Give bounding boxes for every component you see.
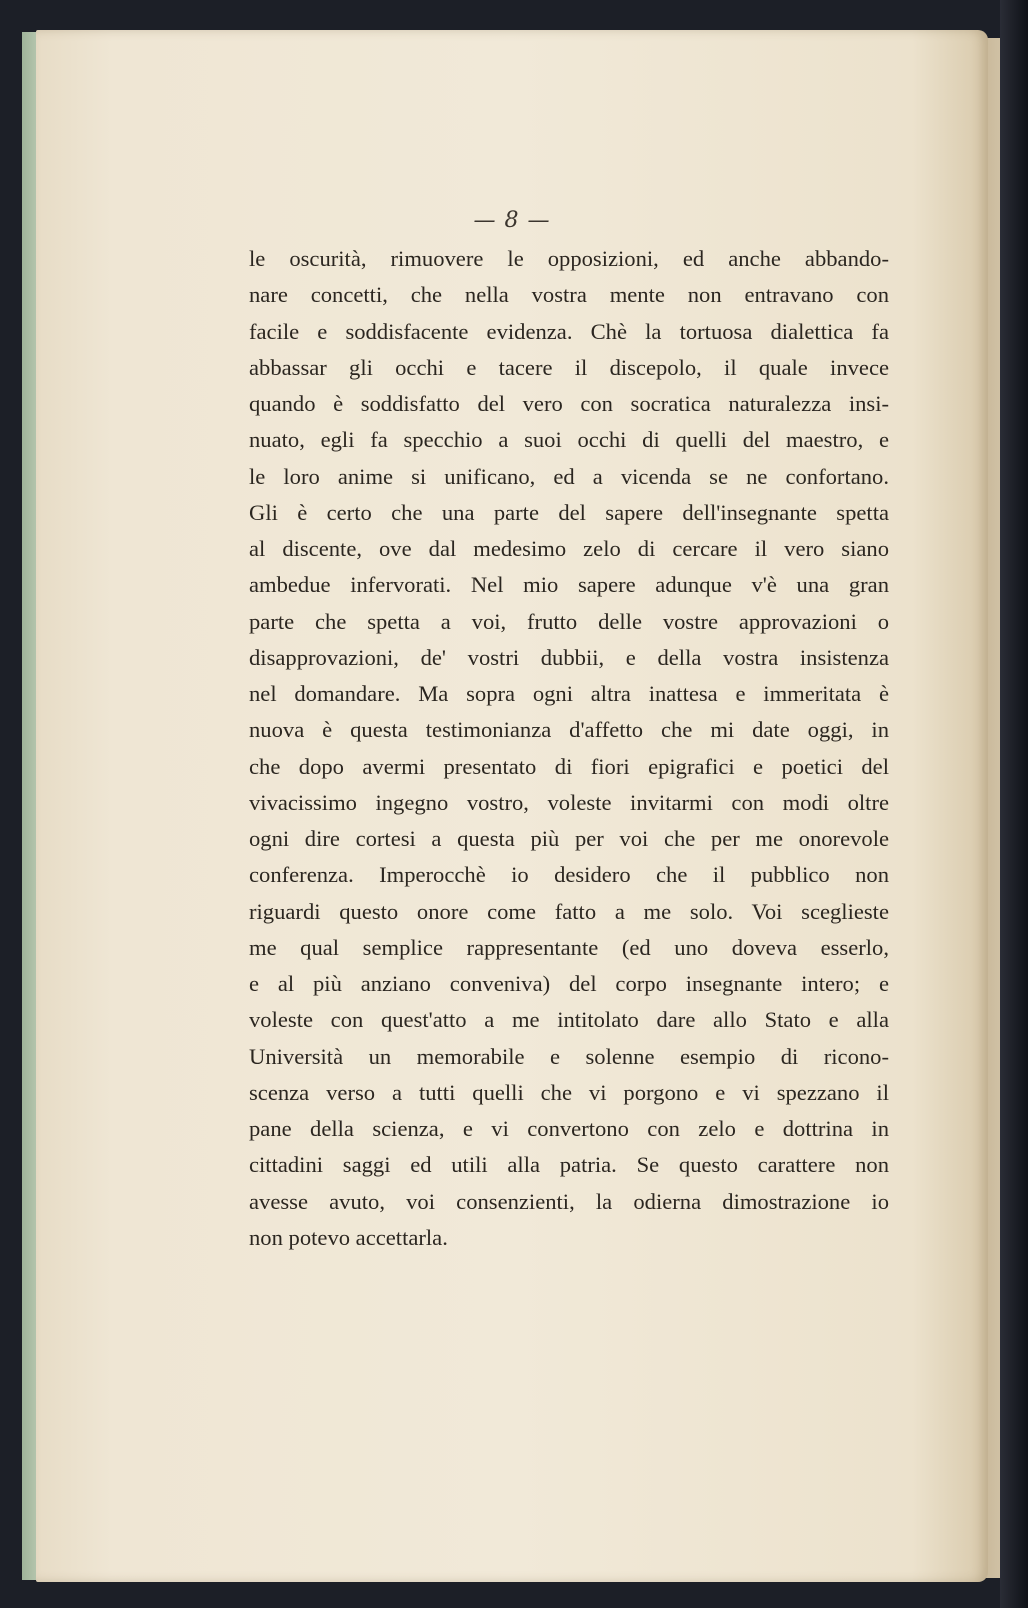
text-line: nuato, egli fa specchio a suoi occhi di quelli del maestro, e [249,427,889,453]
text-line: me qual semplice rappresentante (ed uno doveva esserlo, [249,934,889,960]
text-line: avesse avuto, voi consenzienti, la odierna dimostrazione io [249,1188,889,1214]
text-line: scenza verso a tutti quelli che vi porgono e vi spezzano il [249,1079,889,1105]
text-line: pane della scienza, e vi convertono con zelo e dottrina in [249,1116,889,1141]
text-line: abbassar gli occhi e tacere il discepolo, il quale invece [249,354,889,380]
body-text [249,241,889,1256]
background-strip [1000,0,1028,1608]
text-line: parte che spetta a voi, frutto delle vostre approvazioni o [249,608,889,634]
text-line: che dopo avermi presentato di fiori epigrafici e poetici del [249,753,889,779]
text-line: nuova è questa testimonianza d'affetto che mi date oggi, in [249,717,889,743]
text-line: disapprovazioni, de' vostri dubbii, e della vostra insistenza [249,644,889,670]
text-line: conferenza. Imperocchè io desidero che il pubblico non [249,862,889,888]
text-line: al discente, ove dal medesimo zelo di cercare il vero siano [249,536,889,561]
text-line: Gli è certo che una parte del sapere dell'insegnante spetta [249,499,889,525]
text-line: e al più anziano conveniva) del corpo insegnante intero; e [249,971,889,996]
text-line: cittadini saggi ed utili alla patria. Se questo carattere non [249,1152,889,1178]
page-number: — 8 — [473,208,551,233]
text-line: Università un memorabile e solenne esempio di ricono- [249,1043,889,1069]
book-page [36,30,988,1582]
text-line: le loro anime si unificano, ed a vicenda se ne confortano. [249,463,889,489]
text-line: voleste con quest'atto a me intitolato dare allo Stato e alla [249,1007,889,1033]
text-line: non potevo accettarla. [249,1224,448,1250]
text-line: nare concetti, che nella vostra mente non entravano con [249,282,889,308]
text-line: riguardi questo onore come fatto a me solo. Voi sceglieste [249,898,889,924]
text-line: facile e soddisfacente evidenza. Chè la tortuosa dialettica fa [249,318,889,344]
text-line: vivacissimo ingegno vostro, voleste invitarmi con modi oltre [249,789,889,815]
text-line: quando è soddisfatto del vero con socratica naturalezza insi- [249,391,889,416]
text-line: nel domandare. Ma sopra ogni altra inattesa e immeritata è [249,681,889,706]
text-line: ambedue infervorati. Nel mio sapere adunque v'è una gran [249,572,889,598]
text-line: ogni dire cortesi a questa più per voi che per me onorevole [249,826,889,851]
text-line: le oscurità, rimuovere le opposizioni, ed anche abbando- [249,246,889,271]
